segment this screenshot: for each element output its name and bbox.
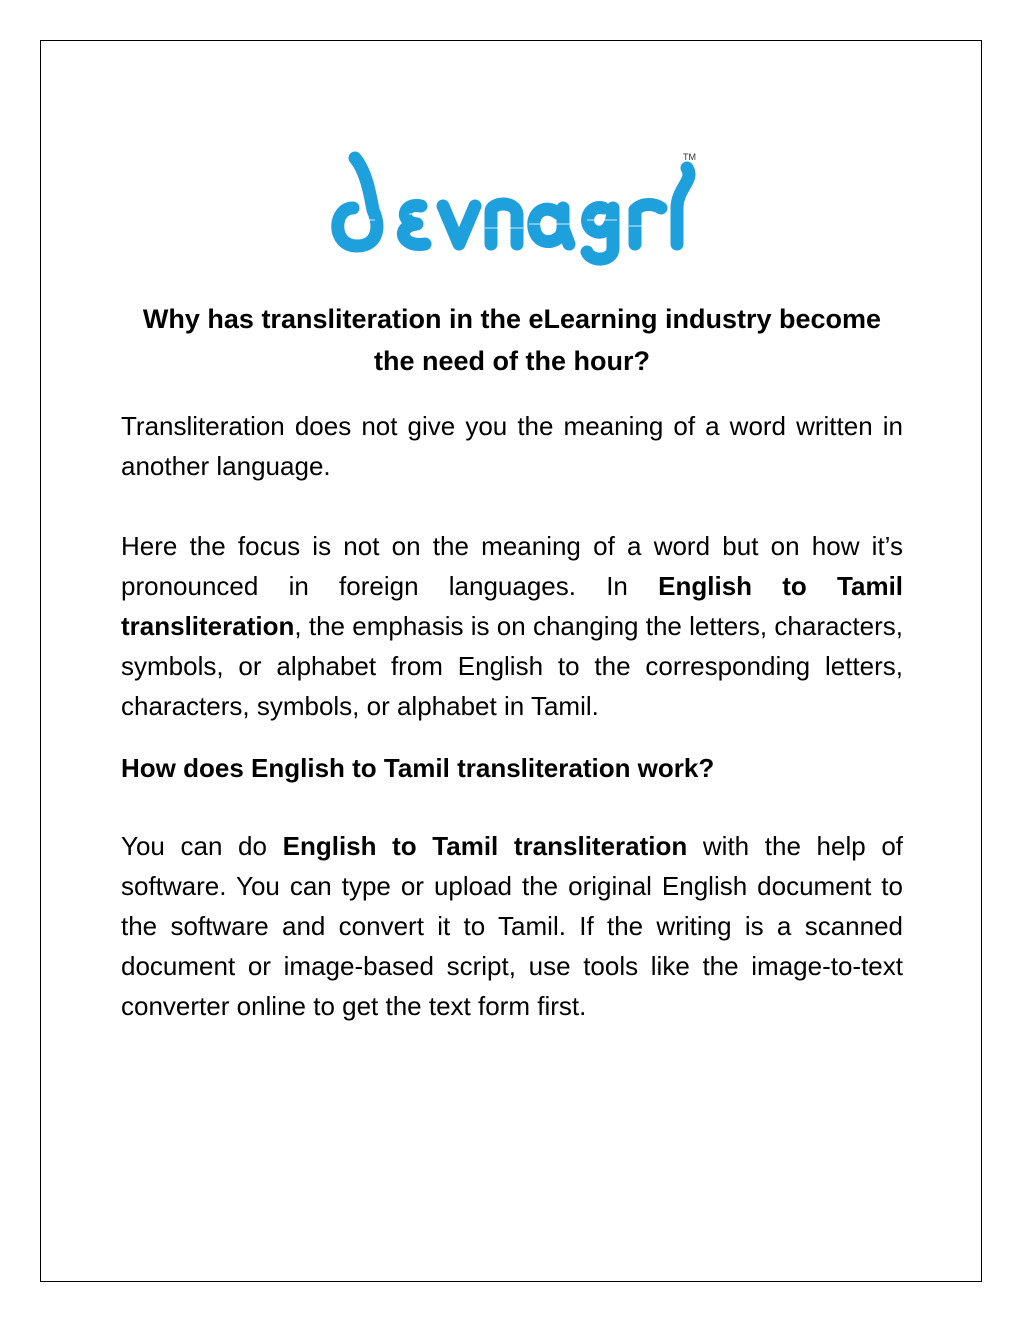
trademark-label: TM — [683, 152, 696, 162]
paragraph-2 — [121, 526, 903, 726]
paragraph-2-bold: English to Tamil transliteration — [121, 571, 904, 641]
paragraph-1: Transliteration does not give you the meaning of a word written in another language. — [121, 411, 903, 481]
subheading: How does English to Tamil transliteration work? — [121, 753, 715, 783]
devnagri-logo — [325, 148, 705, 266]
paragraph-3 — [121, 826, 903, 1026]
paragraph-3-bold: English to Tamil transliteration — [282, 831, 688, 861]
document-title: Why has transliteration in the eLearning industry become the need of the hour? — [142, 304, 882, 376]
paragraph-3-text-b: with the help of software. You can type or upload the original English document to the software and convert it to Tamil. If the writing is a scanned document or image-based script, use tools like the image-to-text converter online to get the text form first. — [121, 831, 904, 1021]
paragraph-2-text-a: Here the focus is not on the meaning of a word but on how it’s pronounced in foreign languages. In — [121, 531, 903, 601]
document-body — [121, 298, 903, 1026]
paragraph-2-text-b: , the emphasis is on changing the letters, characters, symbols, or alphabet from English to the corresponding letters, characters, symbols, or alphabet in Tamil. — [121, 611, 903, 721]
paragraph-3-text-a: You can do — [121, 831, 283, 861]
devnagri-logo-icon — [325, 148, 705, 266]
